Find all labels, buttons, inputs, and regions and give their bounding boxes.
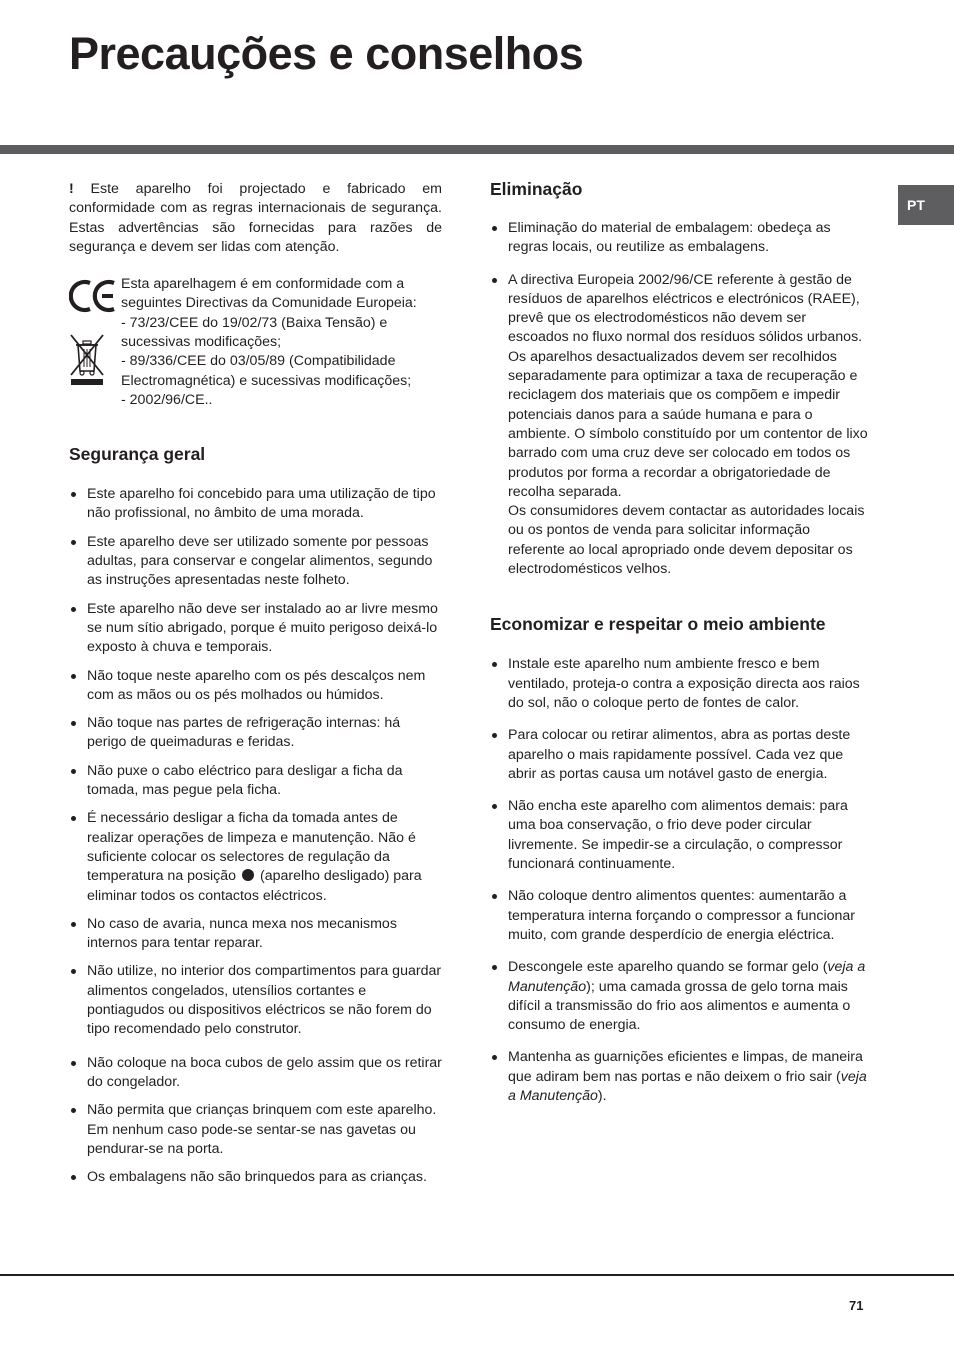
list-item: Não toque neste aparelho com os pés descalços nem com as mãos ou os pés molhados ou húmidos.	[69, 667, 442, 706]
list-item: Não coloque dentro alimentos quentes: aumentarão a temperatura interna forçando o compressor a funcionar muito, com grande desperdício de energia eléctrica.	[490, 887, 870, 945]
eliminacao-list	[490, 219, 870, 579]
list-item: Não permita que crianças brinquem com este aparelho. Em nenhum caso pode-se sentar-se nas gavetas ou pendurar-se na porta.	[69, 1101, 442, 1159]
plug-text-before: É necessário desligar a ficha da tomada antes de realizar operações de limpeza e manutenção. Não é suficiente colocar os selectores de regulação da temperatura na posição	[87, 810, 416, 885]
page-title: Precauções e conselhos	[69, 28, 584, 79]
page-number: 71	[849, 1298, 864, 1313]
weee-crossed-bin-icon	[69, 333, 105, 385]
weee-paragraph: A directiva Europeia 2002/96/CE referente à gestão de resíduos de aparelhos eléctricos e electrónicos (RAEE), prevê que os electrodomésticos não devem ser escoados no fluxo normal dos resíduos sólidos urbanos. Os aparelhos desactualizados devem ser recolhidos separadamente para optimizar a taxa de recuperação e reciclagem dos materiais que os compõem e impedir potenciais danos para a saúde humana e para o ambiente. O símbolo constituído por um contentor de lixo barrado com uma cruz deve ser colocado em todos os produtos por forma a recordar a obrigatoriedade de recolha separada.	[508, 271, 868, 500]
seals-text-after: ).	[597, 1087, 607, 1104]
ce-line: - 2002/96/CE..	[121, 391, 213, 408]
header-rule	[0, 145, 954, 154]
maintenance-reference: veja a Manutenção	[508, 1068, 867, 1104]
economizar-list	[490, 655, 870, 1106]
off-position-icon	[242, 869, 254, 881]
list-item: Não puxe o cabo eléctrico para desligar a ficha da tomada, mas pegue pela ficha.	[69, 762, 442, 801]
ce-line: seguintes Directivas da Comunidade Europeia:	[121, 295, 417, 312]
footer-rule	[0, 1274, 954, 1276]
section-heading-eliminacao: Eliminação	[490, 179, 583, 199]
list-item	[490, 271, 870, 580]
list-item: Instale este aparelho num ambiente fresco e bem ventilado, proteja-o contra a exposição directa aos raios do sol, não o coloque perto de fontes de calor.	[490, 655, 870, 713]
seals-text-before: Mantenha as guarnições eficientes e limpas, de maneira que adiram bem nas portas e não deixem o frio sair (	[508, 1049, 863, 1085]
list-item	[490, 1048, 870, 1106]
plug-text-after: (aparelho desligado) para eliminar todos os contactos eléctricos.	[87, 868, 422, 904]
right-column	[490, 180, 870, 1119]
list-item: Este aparelho deve ser utilizado somente por pessoas adultas, para conservar e congelar alimentos, segundo as instruções apresentadas neste folheto.	[69, 533, 442, 591]
warning-mark: !	[69, 181, 74, 197]
ce-line: Esta aparelhagem é em conformidade com a	[121, 276, 405, 293]
list-item: Não coloque na boca cubos de gelo assim que os retirar do congelador.	[69, 1054, 442, 1093]
section-heading-economizar: Economizar e respeitar o meio ambiente	[490, 614, 826, 635]
list-item: Eliminação do material de embalagem: obedeça as regras locais, ou reutilize as embalagens.	[490, 219, 870, 258]
list-item: Os embalagens não são brinquedos para as crianças.	[69, 1168, 442, 1187]
list-item	[490, 958, 870, 1035]
defrost-text-before: Descongele este aparelho quando se formar gelo (	[508, 959, 828, 976]
list-item: Este aparelho foi concebido para uma utilização de tipo não profissional, no âmbito de uma morada.	[69, 485, 442, 524]
defrost-text-after: ); uma camada grossa de gelo torna mais difícil a transmissão do frio aos alimentos e aumenta o consumo de energia.	[508, 978, 851, 1034]
ce-line: - 73/23/CEE do 19/02/73 (Baixa Tensão) e	[121, 314, 388, 331]
list-item: Não utilize, no interior dos compartimentos para guardar alimentos congelados, utensílios cortantes e pontiagudos ou dispositivos eléctricos se não forem do tipo recomendado pelo construtor.	[69, 962, 442, 1039]
list-item: No caso de avaria, nunca mexa nos mecanismos internos para tentar reparar.	[69, 915, 442, 954]
section-heading-seguranca: Segurança geral	[69, 444, 206, 465]
list-item: Não toque nas partes de refrigeração internas: há perigo de queimaduras e feridas.	[69, 714, 442, 753]
language-tab: PT	[898, 185, 954, 225]
list-item	[69, 809, 442, 905]
list-item: Para colocar ou retirar alimentos, abra as portas deste aparelho o mais rapidamente possível. Cada vez que abrir as portas causa um notável gasto de energia.	[490, 726, 870, 784]
intro-paragraph	[69, 180, 442, 257]
ce-compliance-text	[121, 275, 447, 410]
ce-line: Electromagnética) e sucessivas modificações;	[121, 372, 412, 389]
maintenance-reference: veja a Manutenção	[508, 959, 866, 995]
ce-compliance-block	[69, 275, 442, 411]
seguranca-list	[69, 485, 442, 1187]
ce-mark-icon	[69, 277, 117, 315]
intro-text: Este aparelho foi projectado e fabricado em conformidade com as regras internacionais de segurança. Estas advertências são fornecidas para razões de segurança e devem ser lidas com atenção.	[69, 181, 442, 255]
list-item: Este aparelho não deve ser instalado ao ar livre mesmo se num sítio abrigado, porque é muito perigoso deixá-lo exposto à chuva e temporais.	[69, 600, 442, 658]
ce-line: sucessivas modificações;	[121, 334, 282, 351]
list-item: Não encha este aparelho com alimentos demais: para uma boa conservação, o frio deve poder circular livremente. Se impedir-se a circulação, o compressor funcionará continuamente.	[490, 797, 870, 874]
left-column	[69, 180, 442, 1196]
ce-line: - 89/336/CEE do 03/05/89 (Compatibilidade	[121, 353, 396, 370]
weee-paragraph: Os consumidores devem contactar as autoridades locais ou os pontos de venda para solicitar informação referente ao local apropriado onde devem depositar os electrodomésticos velhos.	[508, 503, 865, 578]
